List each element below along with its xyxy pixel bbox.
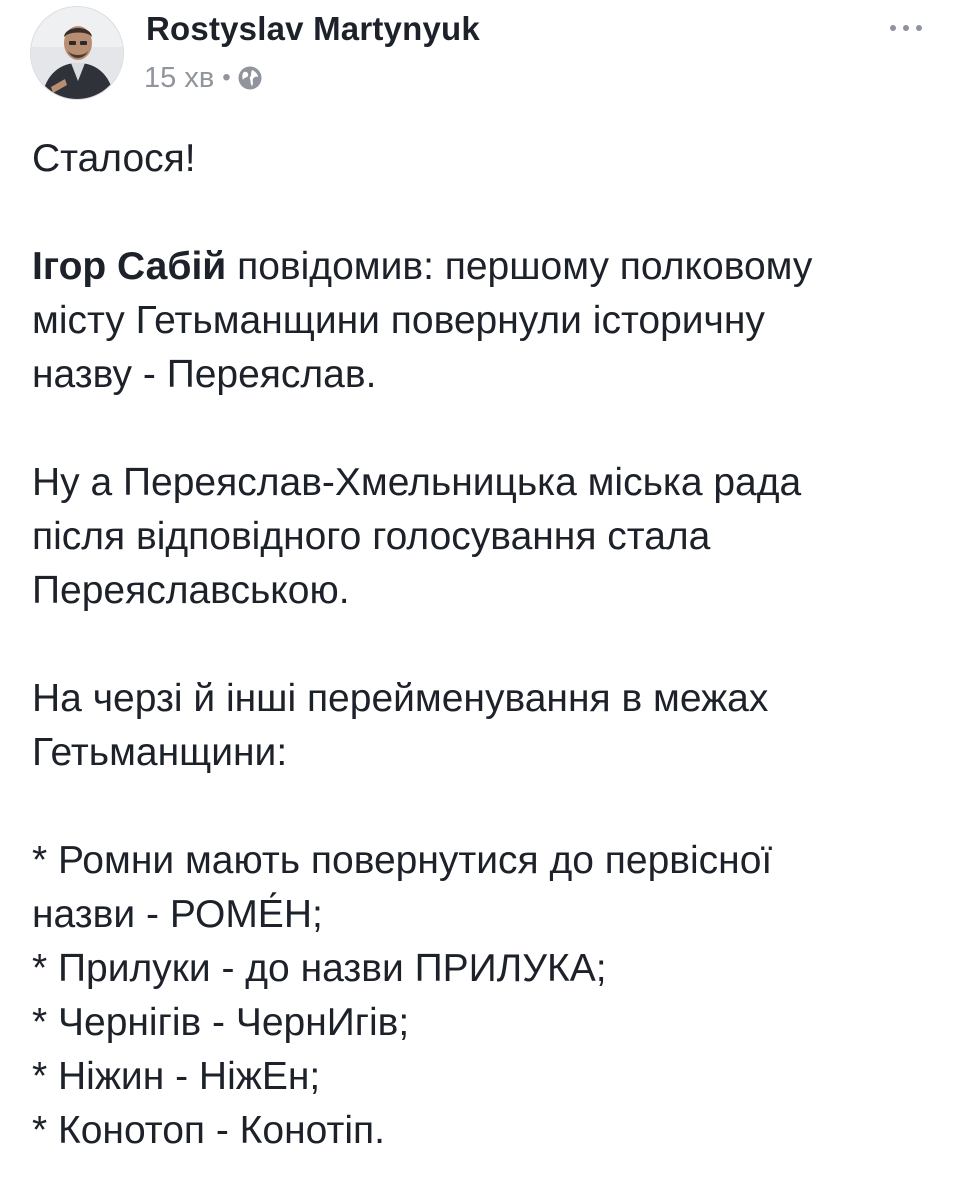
post-paragraph [32, 240, 932, 402]
list-item: * Конотоп - Конотіп. [32, 1109, 385, 1152]
author-name[interactable]: Rostyslav Martynyuk [146, 10, 480, 47]
list-item: * Прилуки - до назви ПРИЛУКА; [32, 947, 607, 990]
profile-photo [31, 7, 124, 100]
post-text-line: Ну а Переяслав-Хмельницька міська рада [32, 461, 802, 504]
meta-separator: • [222, 64, 231, 91]
post-text-fragment: повідомив: першому полковому [226, 245, 813, 288]
rename-list [32, 834, 932, 1158]
globe-icon[interactable] [237, 65, 263, 91]
post-paragraph [32, 132, 932, 186]
list-item: * Ніжин - НіжЕн; [32, 1055, 321, 1098]
list-item: * Чернігів - ЧернИгів; [32, 1001, 410, 1044]
paragraph-gap [32, 780, 932, 834]
mention-link[interactable]: Ігор Сабій [32, 245, 227, 288]
post-timestamp[interactable]: 15 хв [144, 61, 215, 94]
post-text-line: Сталося! [32, 137, 196, 180]
post-text-line: місту Гетьманщини повернули історичну [32, 299, 765, 342]
more-horizontal-icon [916, 25, 922, 31]
more-horizontal-icon [890, 25, 896, 31]
post-paragraph [32, 672, 932, 780]
paragraph-gap [32, 618, 932, 672]
post-meta [144, 60, 263, 96]
paragraph-gap [32, 402, 932, 456]
more-options-button[interactable] [878, 10, 934, 46]
post-text-line: На черзі й інші перейменування в межах [32, 677, 769, 720]
post-text-line [32, 240, 932, 294]
post-text-line: Гетьманщини: [32, 731, 288, 774]
more-horizontal-icon [903, 25, 909, 31]
post-text-line: після відповідного голосування стала [32, 515, 711, 558]
post-text-line: назву - Переяслав. [32, 353, 377, 396]
post-body [32, 132, 932, 1158]
author-avatar[interactable] [30, 6, 124, 100]
paragraph-gap [32, 186, 932, 240]
post-text-line: Переяславською. [32, 569, 350, 612]
list-item: назви - РОМЕ́Н; [32, 893, 323, 936]
list-item: * Ромни мають повернутися до первісної [32, 839, 773, 882]
post-header [0, 0, 966, 118]
post-paragraph [32, 456, 932, 618]
